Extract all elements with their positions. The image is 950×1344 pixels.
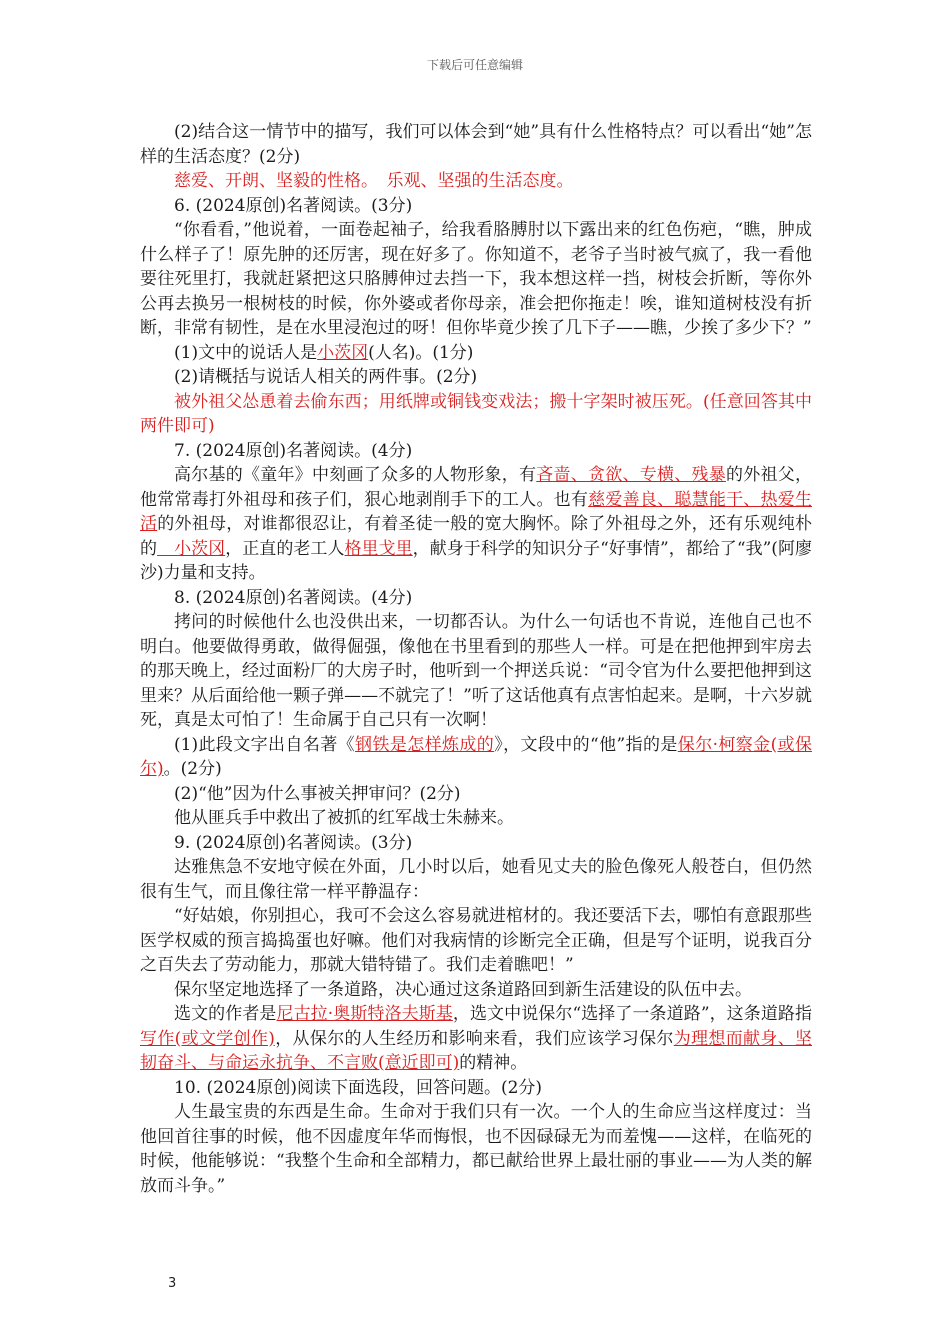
q7-answer-4: 格里戈里: [344, 538, 413, 559]
q9-answer-path: 写作(或文学创作): [140, 1028, 275, 1049]
q9-q-a: 选文的作者是: [174, 1004, 277, 1024]
q8-part1-b: 》，文段中的“他”指的是: [494, 734, 678, 755]
q9-q-b: ，选文中说保尔“选择了一条道路”，这条道路指: [452, 1004, 813, 1024]
q7-text-2: 的外祖父，他常常毒打外祖母和孩子们，狠心地剥削手下的工人。也有: [140, 465, 812, 510]
q6-part2-question: (2)请概括与说话人相关的两件事。(2分): [174, 367, 478, 387]
q6-title: 6. (2024原创)名著阅读。(3分): [174, 195, 413, 216]
q6-part1-answer: 小茨冈: [317, 342, 369, 363]
q9-para-2: “好姑娘，你别担心，我可不会这么容易就进棺材的。我还要活下去，哪怕有意跟那些医学权威的预言捣捣蛋也好嘛。他们对我病情的诊断完全正确，但是写个证明，说我百分之百失去了劳动能力，那就大错特错了。我们走着瞧吧！”: [140, 906, 812, 975]
q9-title: 9. (2024原创)名著阅读。(3分): [174, 832, 413, 853]
q8-answer-book: 钢铁是怎样炼成的: [355, 734, 495, 755]
q7-answer-1: 吝啬、贪欲、专横、残暴: [536, 465, 726, 485]
q6-part1-post: (人名)。(1分): [368, 342, 474, 363]
q7-text-4: ，正直的老工人: [225, 538, 345, 559]
q7-answer-3: 小茨冈: [157, 538, 226, 559]
q8-title: 8. (2024原创)名著阅读。(4分): [174, 587, 413, 608]
q10-title: 10. (2024原创)阅读下面选段，回答问题。(2分): [174, 1077, 543, 1098]
q7-text-3: 的外祖母，对谁都很忍让，有着圣徒一般的宽大胸怀。除了外祖母之外，还有乐观纯朴的: [140, 514, 813, 559]
q7-answer-2: 慈爱善良、聪慧能干、热爱生活: [140, 489, 813, 534]
q8-answer-person: 保尔·柯察金(或保尔): [140, 734, 812, 779]
q6-part1-pre: (1)文中的说话人是: [174, 342, 318, 363]
q9-para-1: 达雅焦急不安地守候在外面，几小时以后，她看见丈夫的脸色像死人般苍白，但仍然很有生气，而且像往常一样平静温存：: [140, 857, 812, 902]
q8-part2-question: (2)“他”因为什么事被关押审问？(2分): [174, 783, 461, 804]
q6-part2-answer: 被外祖父怂恿着去偷东西；用纸牌或铜钱变戏法；搬十字架时被压死。(任意回答其中两件即可): [140, 391, 812, 436]
q10-passage: 人生最宝贵的东西是生命。生命对于我们只有一次。一个人的生命应当这样度过：当他回首往事的时候，他不因虚度年华而悔恨，也不因碌碌无为而羞愧——这样，在临死的时候，他能够说：“我整个生命和全部精力，都已献给世界上最壮丽的事业——为人类的解放而斗争。”: [140, 1102, 812, 1196]
q7-title: 7. (2024原创)名著阅读。(4分): [174, 440, 413, 461]
q9-answer-author: 尼古拉·奥斯特洛夫斯基: [276, 1004, 453, 1024]
q9-q-c: ，从保尔的人生经历和影响来看，我们应该学习保尔: [274, 1028, 674, 1049]
q9-para-3: 保尔坚定地选择了一条道路，决心通过这条道路回到新生活建设的队伍中去。: [174, 979, 752, 1000]
q7-text-1: 高尔基的《童年》中刻画了众多的人物形象，有: [174, 465, 537, 485]
q8-part1-c: 。(2分): [163, 759, 222, 779]
page-header: 下载后可任意编辑: [426, 58, 523, 72]
document-body: [140, 120, 812, 1198]
q6-passage: “你看看，”他说着，一面卷起袖子，给我看胳膊肘以下露出来的红色伤疤，“瞧，肿成什么样子了！原先肿的还厉害，现在好多了。你知道不，老爷子当时被气疯了，我一看他要往死里打，我就赶紧把这只胳膊伸过去挡一下，我本想这样一挡，树枝会折断，等你外公再去换另一根树枝的时候，你外婆或者你母亲，准会把你拖走！唉，谁知道树枝没有折断，非常有韧性，是在水里浸泡过的呀！但你毕竟少挨了几下子——瞧，少挨了多少下？”: [140, 220, 812, 338]
page-number: 3: [168, 1276, 177, 1291]
q9-question: [140, 1002, 812, 1076]
q8-part1: [140, 733, 812, 782]
q8-passage: 拷问的时候他什么也没供出来，一切都否认。为什么一句话也不肯说，连他自己也不明白。他要做得勇敢，做得倔强，像他在书里看到的那些人一样。可是在把他押到牢房去的那天晚上，经过面粉厂的大房子时，他听到一个押送兵说：“司令官为什么要把他押到这里来？从后面给他一颗子弹——不就完了！”听了这话他真有点害怕起来。是啊，十六岁就死，真是太可怕了！生命属于自己只有一次啊！: [140, 612, 812, 730]
q6-part1: [140, 341, 812, 366]
q7-text-5: ，献身于科学的知识分子“好事情”，都给了“我”(阿廖沙)力量和支持。: [140, 538, 813, 583]
q5-part2-question: (2)结合这一情节中的描写，我们可以体会到“她”具有什么性格特点？可以看出“她”怎样的生活态度？(2分): [140, 122, 812, 167]
q5-part2-answer: 慈爱、开朗、坚毅的性格。 乐观、坚强的生活态度。: [174, 171, 574, 191]
q7-passage: [140, 463, 812, 586]
q9-q-d: 的精神。: [459, 1053, 528, 1073]
q8-part2-answer: 他从匪兵手中救出了被抓的红军战士朱赫来。: [174, 808, 514, 828]
q8-part1-a: (1)此段文字出自名著《: [174, 734, 356, 755]
q9-answer-spirit: 为理想而献身、坚韧奋斗、与命运永抗争、不言败(意近即可): [140, 1028, 813, 1073]
